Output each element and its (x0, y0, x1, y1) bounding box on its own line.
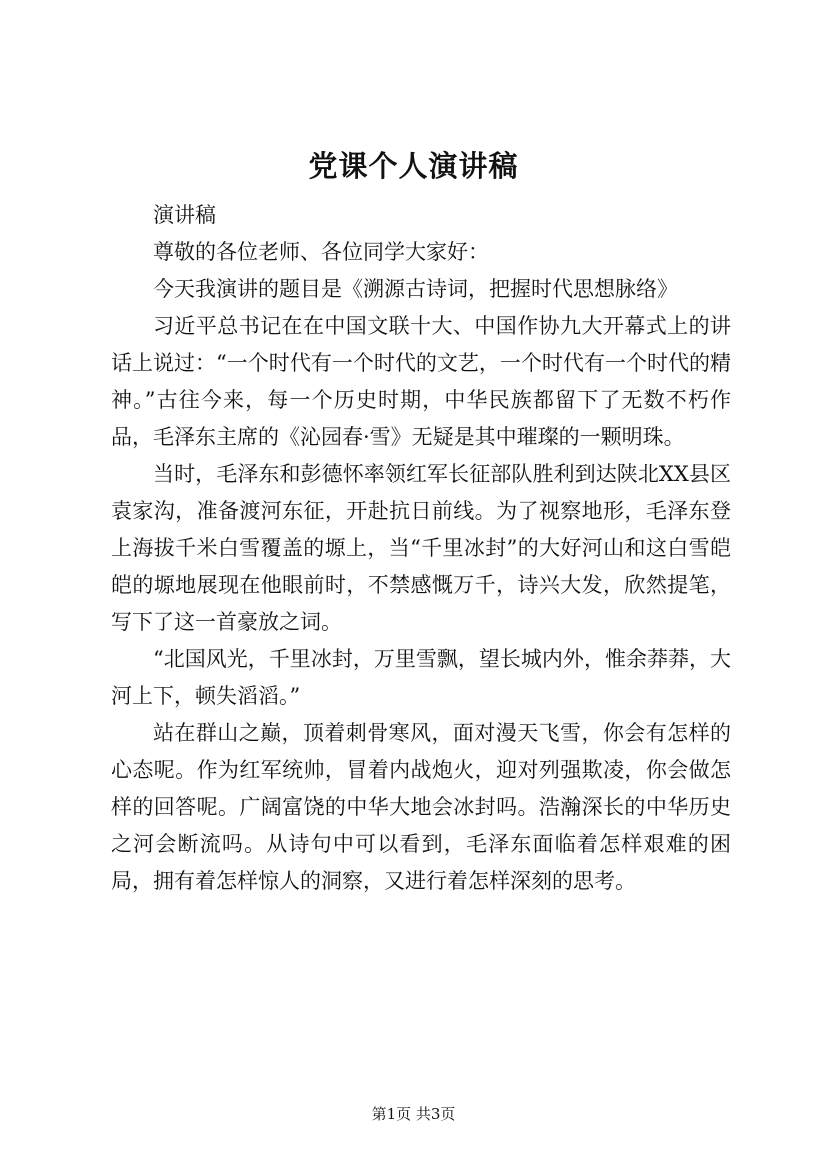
paragraph-heading: 演讲稿 (153, 203, 216, 227)
paragraph-quote-intro: 习近平总书记在在中国文联十大、中国作协九大开幕式上的讲话上说过：“一个时代有一个时代的文艺，一个时代有一个时代的精神。”古往今来，每一个历史时期，中华民族都留下了无数不朽作品，毛泽东主席的《沁园春·雪》无疑是其中璀璨的一颗明珠。 (111, 314, 731, 449)
paragraph-poem-quote: “北国风光，千里冰封，万里雪飘，望长城内外，惟余莽莽，大河上下，顿失滔滔。” (111, 647, 731, 708)
paragraph-reflection: 站在群山之巅，顶着刺骨寒风，面对漫天飞雪，你会有怎样的心态呢。作为红军统帅，冒着内战炮火，迎对列强欺凌，你会做怎样的回答呢。广阔富饶的中华大地会冰封吗。浩瀚深长的中华历史之河会断流吗。从诗句中可以看到，毛泽东面临着怎样艰难的困局，拥有着怎样惊人的洞察，又进行着怎样深刻的思考。 (111, 721, 731, 893)
document-title: 党课个人演讲稿 (308, 149, 519, 183)
document-body (111, 197, 731, 900)
paragraph-history: 当时，毛泽东和彭德怀率领红军长征部队胜利到达陕北XX县区袁家沟，准备渡河东征，开赴抗日前线。为了视察地形，毛泽东登上海拔千米白雪覆盖的塬上，当“千里冰封”的大好河山和这白雪皑皑的塬地展现在他眼前时，不禁感慨万千，诗兴大发，欣然提笔，写下了这一首豪放之词。 (111, 462, 731, 634)
paragraph-topic: 今天我演讲的题目是《溯源古诗词，把握时代思想脉络》 (153, 277, 678, 301)
paragraph-greeting: 尊敬的各位老师、各位同学大家好： (153, 240, 489, 264)
page-footer: 第1页 共3页 (371, 1105, 456, 1123)
